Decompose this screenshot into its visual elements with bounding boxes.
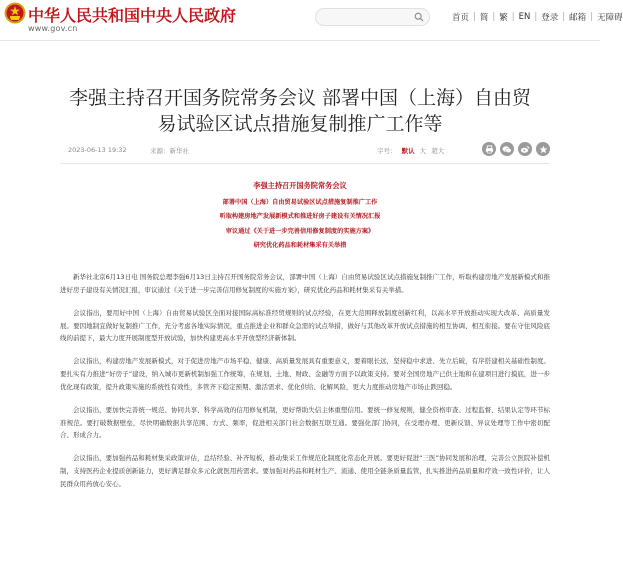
font-size-selector: [377, 146, 444, 155]
source-label: 来源：: [150, 147, 170, 155]
article-title: 李强主持召开国务院常务会议 部署中国（上海）自由贸易试验区试点措施复制推广工作等: [68, 86, 532, 135]
nav-separator: |: [511, 12, 515, 22]
nav-login[interactable]: 登录: [541, 13, 559, 23]
publish-date: 2023-06-13 19:32: [68, 146, 127, 154]
search-input[interactable]: [324, 10, 409, 24]
nav-separator: |: [492, 12, 496, 22]
article-body: [60, 271, 550, 501]
qzone-icon[interactable]: [536, 142, 550, 156]
article-source: [150, 146, 189, 155]
nav-mail[interactable]: 邮箱: [569, 13, 587, 23]
font-size-default[interactable]: 默认: [401, 147, 415, 155]
site-header: [0, 0, 623, 41]
nav-separator: |: [534, 12, 538, 22]
source-name: 新华社: [169, 147, 189, 155]
nav-accessibility[interactable]: 无障碍: [597, 13, 623, 23]
article-meta: [60, 142, 550, 158]
body-paragraph: 会议指出，构建房地产发展新模式，对于促进房地产市场平稳、健康、高质量发展具有重要意义，要着眼长远，坚持稳中求进、先立后破，有序搭建相关基础性制度。要扎实有力推进“好房子”建设，纳入城市更新机制加强工作统筹，在规划、土地、财政、金融等方面予以政策支持。要对全国房地产已供土地和在建项目进行摸底，进一步优化现有政策，提升政策实施的系统性有效性，多管齐下稳定预期、激活需求、优化供给、化解风险，更大力度推动房地产市场止跌回稳。: [60, 357, 550, 391]
nav-separator: |: [590, 12, 594, 22]
body-paragraph: 会议指出，要加强药品和耗材集采政策评估，总结经验、补齐短板，推动集采工作规范化制度化常态化开展。要更好促进“三医”协同发展和治理，完善公立医院补偿机制，支持医药企业提质创新能力，更好满足群众多元化就医用药需求。要加强对药品和耗材生产、流通、使用全链条质量监管，扎实推进药品质量和疗效一致性评价，让人民群众用药放心安心。: [60, 454, 550, 488]
meta-divider: [60, 163, 550, 164]
nav-separator: |: [473, 12, 476, 22]
font-size-xlarge[interactable]: 超大: [431, 147, 445, 155]
font-size-large[interactable]: 大: [419, 147, 427, 155]
summary-heading: 李强主持召开国务院常务会议: [253, 181, 347, 190]
national-emblem-icon[interactable]: [4, 2, 26, 24]
summary-line: 部署中国（上海）自由贸易试验区试点措施复制推广工作: [222, 199, 378, 206]
search-box[interactable]: [315, 8, 430, 26]
share-icons: [482, 142, 550, 156]
body-paragraph: 新华社北京6月13日电 国务院总理李强6月13日主持召开国务院常务会议，部署中国（上海）自由贸易试验区试点措施复制推广工作，听取构建房地产发展新模式和推进好房子建设有关情况汇报，审议通过《关于进一步完善信用修复制度的实施方案》，研究优化药品和耗材集采有关举措。: [60, 273, 550, 294]
nav-simplified[interactable]: 简: [479, 13, 489, 23]
site-url: www.gov.cn: [28, 24, 78, 33]
print-icon[interactable]: [482, 142, 496, 156]
top-nav: [452, 11, 623, 23]
nav-separator: |: [562, 12, 566, 22]
summary-line: 听取构建房地产发展新模式和推进好房子建设有关情况汇报: [219, 213, 381, 221]
nav-english[interactable]: EN: [518, 12, 531, 22]
nav-home[interactable]: 首页: [452, 13, 470, 23]
font-size-label: 字号：: [377, 147, 397, 155]
summary-line: 研究优化药品和耗材集采有关举措: [253, 242, 347, 250]
wechat-icon[interactable]: [500, 142, 514, 156]
search-icon[interactable]: [414, 12, 424, 22]
nav-traditional[interactable]: 繁: [499, 13, 508, 23]
summary-line: 审议通过《关于进一步完善信用修复制度的实施方案》: [225, 227, 375, 235]
weibo-icon[interactable]: [518, 142, 532, 156]
site-title[interactable]: 中华人民共和国中央人民政府: [28, 6, 237, 25]
summary-block: [60, 196, 540, 254]
body-paragraph: 会议指出，要用好中国（上海）自由贸易试验区全面对接国际高标准经贸规则的试点经验，在更大范围释放制度创新红利，以高水平开放推动实现大改革、高质量发展。要因地制宜做好复制推广工作，充分考虑各地实际情况，重点推进企业和群众急需的试点举措，做好与其他改革开放试点措施的相互协调、相互衔接。要在守住风险底线的前提下，最大力度开展制度型开放试验，加快构建更高水平开放型经济新体制。: [60, 308, 550, 343]
body-paragraph: 会议指出，要加快完善统一规范、协同共享、科学高效的信用修复机制，更好帮助失信主体重塑信用。要统一修复规则，健全资格审查、过程监督、结果认定等环节标准规范。要打破数据壁垒，尽快明确数据共享范围、方式、频率，促进相关部门社会数据互联互通。要强化部门协同，在受理办理、更新反馈、异议处理等工作中密切配合、形成合力。: [60, 405, 550, 440]
